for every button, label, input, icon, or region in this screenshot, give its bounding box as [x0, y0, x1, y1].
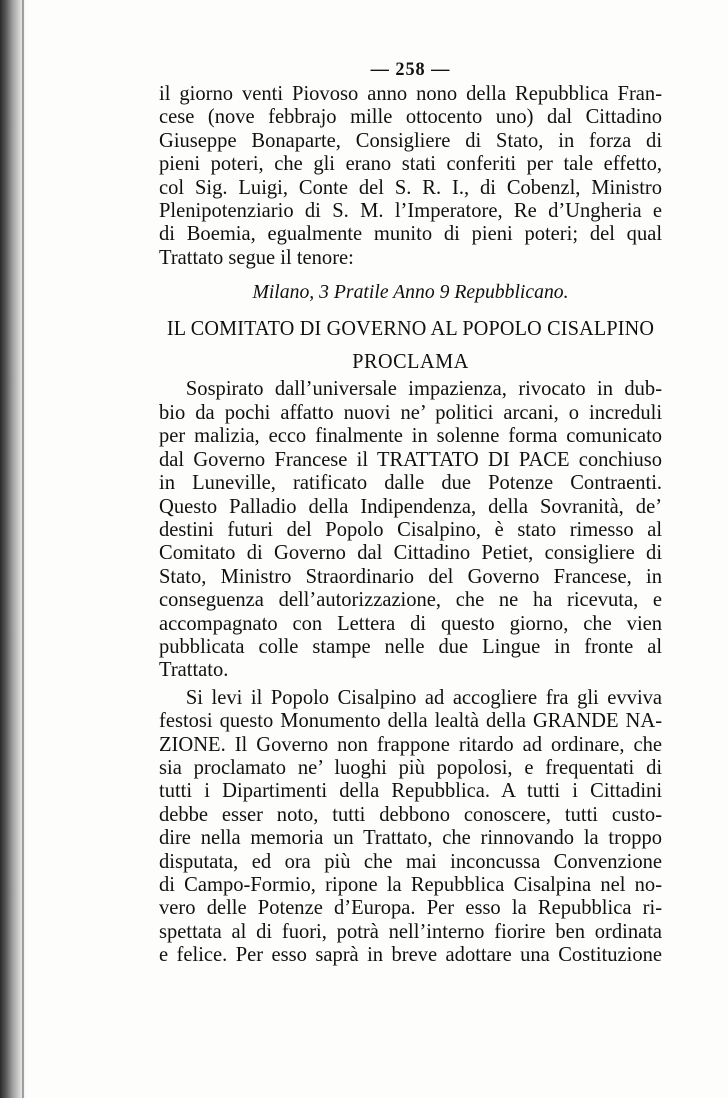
proclamation-paragraph-1: [159, 377, 662, 681]
text-line: festosi questo Monumento della lealtà della GRANDE NA-: [159, 708, 663, 733]
text-line: dal Governo Francese il TRATTATO DI PACE conchiuso: [159, 446, 663, 471]
section-subheading: PROCLAMA: [352, 349, 469, 374]
text-line: cese (nove febbrajo mille ottocento uno) dal Cittadino: [159, 104, 663, 129]
text-line: ZIONE. Il Governo non frappone ritardo ad ordinare, che: [159, 731, 663, 756]
text-line: di Boemia, egualmente munito di pieni poteri; del qual: [159, 221, 663, 246]
text-line: pubblicata colle stampe nelle due Lingue in fronte al: [159, 633, 663, 658]
binding-edge: [22, 0, 24, 1098]
text-line: Giuseppe Bonaparte, Consigliere di Stato, in forza di: [159, 127, 663, 152]
page-text: [159, 58, 662, 967]
text-line: di Campo-Formio, ripone la Repubblica Cisalpina nel no-: [159, 872, 663, 896]
text-line: accompagnato con Lettera di questo giorno, che vien: [159, 610, 663, 635]
proclamation-paragraph-2: [159, 686, 662, 967]
page-number: — 258 —: [370, 59, 451, 80]
text-line: Trattato segue il tenore:: [159, 244, 354, 269]
text-line: spettata al di fuori, potrà nell’interno fiorire ben ordinata: [159, 918, 663, 943]
text-line: Trattato.: [159, 657, 229, 682]
text-line: vero delle Potenze d’Europa. Per esso la Repubblica ri-: [159, 895, 663, 920]
text-line: bio da pochi affatto nuovi ne’ politici arcani, o increduli: [159, 399, 663, 424]
text-line: in Luneville, ratificato dalle due Potenze Contraenti.: [159, 470, 663, 495]
text-line: sia proclamato ne’ luoghi più popolosi, e frequentati di: [159, 754, 663, 779]
section-heading: IL COMITATO DI GOVERNO AL POPOLO CISALPINO: [166, 315, 655, 340]
text-line: debbe esser noto, tutti debbono conoscere, tutti custo-: [159, 801, 663, 826]
dateline: Milano, 3 Pratile Anno 9 Repubblicano.: [252, 281, 569, 304]
text-line: col Sig. Luigi, Conte del S. R. I., di Cobenzl, Ministro: [159, 174, 663, 199]
text-line: Stato, Ministro Straordinario del Governo Francese, in: [159, 563, 663, 588]
text-line: tutti i Dipartimenti della Repubblica. A tutti i Cittadini: [159, 778, 663, 803]
text-line: dire nella memoria un Trattato, che rinnovando la troppo: [159, 825, 663, 850]
text-line: disputata, ed ora più che mai inconcussa Convenzione: [159, 848, 663, 873]
text-line: il giorno venti Piovoso anno nono della Repubblica Fran-: [159, 81, 663, 105]
text-line: Sospirato dall’universale impazienza, rivocato in dub-: [185, 376, 663, 401]
text-line: Questo Palladio della Indipendenza, della Sovranità, de’: [159, 493, 663, 518]
text-line: per malizia, ecco finalmente in solenne forma comunicato: [159, 423, 663, 448]
text-line: e felice. Per esso saprà in breve adottare una Costituzione: [159, 942, 663, 967]
text-line: conseguenza dell’autorizzazione, che ne ha ricevuta, e: [159, 587, 663, 612]
intro-paragraph: [159, 82, 662, 269]
text-line: Comitato di Governo dal Cittadino Petiet, consigliere di: [159, 540, 663, 565]
text-line: Plenipotenziario di S. M. l’Imperatore, Re d’Ungheria e: [159, 198, 663, 223]
text-line: destini futuri del Popolo Cisalpino, è stato rimesso al: [159, 516, 663, 541]
text-line: Si levi il Popolo Cisalpino ad accogliere fra gli evviva: [185, 684, 663, 709]
text-line: pieni poteri, che gli erano stati conferiti per tale effetto,: [159, 151, 663, 176]
